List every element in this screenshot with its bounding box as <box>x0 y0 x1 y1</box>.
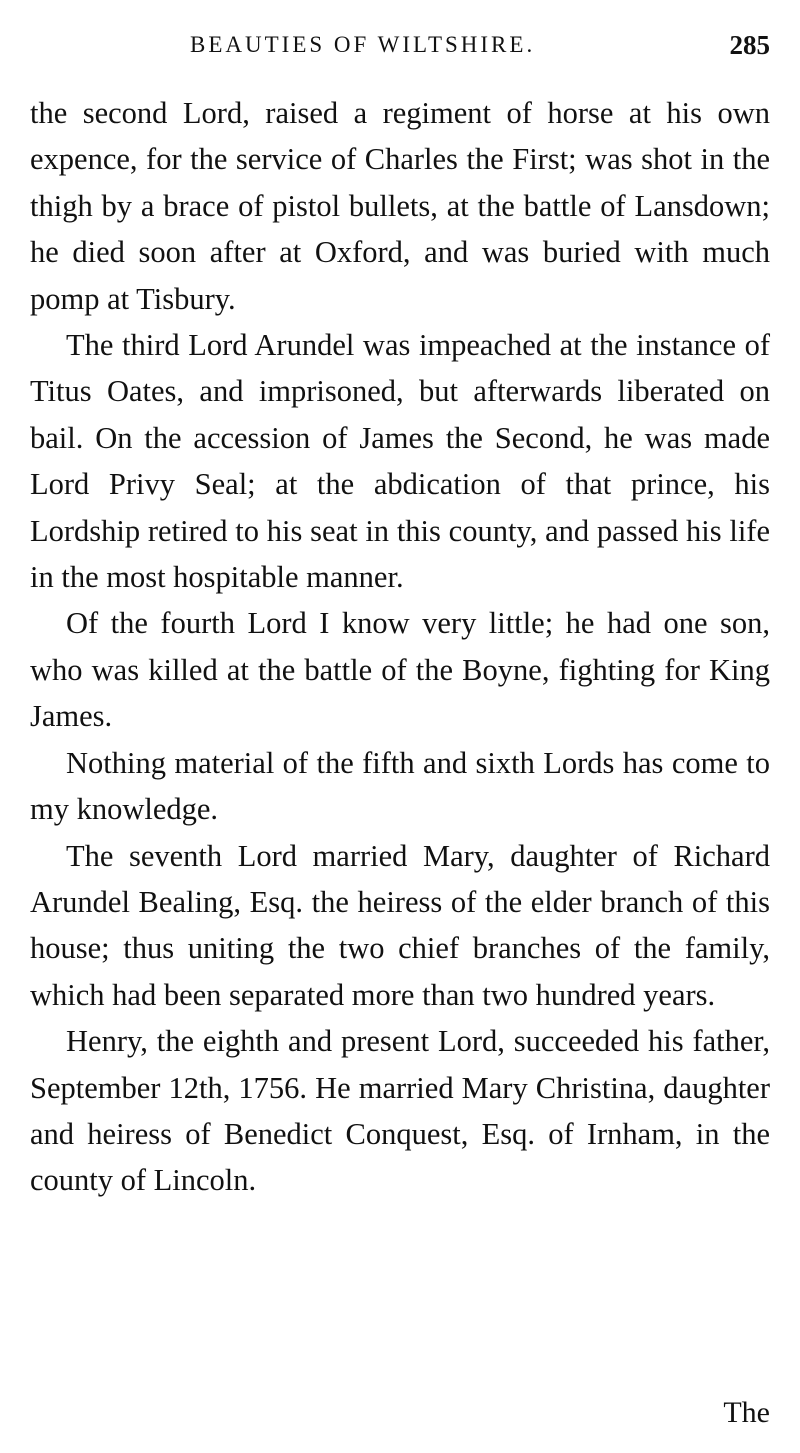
paragraph-fifth-sixth-lords: Nothing material of the fifth and sixth Lords has come to my knowledge. <box>30 745 770 827</box>
running-head <box>30 30 770 70</box>
running-title: BEAUTIES OF WILTSHIRE. <box>190 32 536 57</box>
body-text <box>30 90 770 1204</box>
paragraph-fourth-lord: Of the fourth Lord I know very little; he had one son, who was killed at the battle of the Boyne, fighting for King James. <box>30 606 770 734</box>
paragraph-eighth-lord: Henry, the eighth and present Lord, succeeded his father, September 12th, 1756. He married Mary Christina, daughter and heiress of Benedict Conquest, Esq. of Irnham, in the county of Lincoln. <box>30 1024 770 1198</box>
page-number: 285 <box>729 30 770 60</box>
paragraph-third-lord: The third Lord Arundel was impeached at the instance of Titus Oates, and imprisoned, but afterwards liberated on bail. On the accession of James the Second, he was made Lord Privy Seal; at the abdication of that prince, his Lordship retired to his seat in this county, and passed his life in the most hospitable manner. <box>30 328 770 595</box>
catchword: The <box>723 1396 770 1429</box>
paragraph-continued: the second Lord, raised a regiment of horse at his own expence, for the service of Charles the First; was shot in the thigh by a brace of pistol bullets, at the battle of Lansdown; he died soon after at Oxford, and was buried with much pomp at Tisbury. <box>30 96 770 316</box>
paragraph-seventh-lord: The seventh Lord married Mary, daughter of Richard Arundel Bealing, Esq. the heiress of the elder branch of this house; thus uniting the two chief branches of the family, which had been separated more than two hundred years. <box>30 838 770 1012</box>
